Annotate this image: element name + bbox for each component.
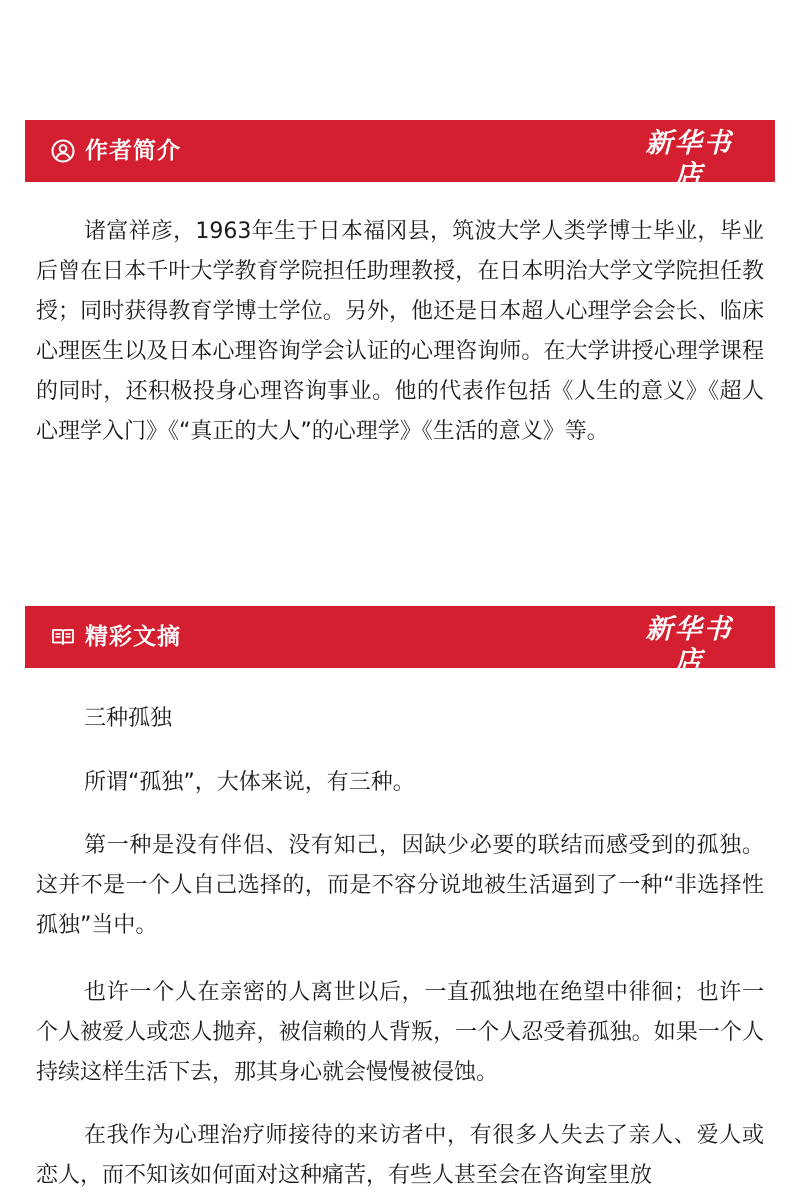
author-section-header <box>25 120 775 201</box>
author-section-title: 作者简介 <box>85 138 181 164</box>
excerpt-paragraph: 所谓“孤独”，大体来说，有三种。 <box>84 770 415 795</box>
brand-script-text: 新华书店 <box>645 614 733 677</box>
open-book-icon <box>51 625 75 649</box>
brand-english-text: XINHUA BOOKSTORE <box>644 193 734 201</box>
brand-script-text: 新华书店 <box>645 128 733 191</box>
excerpt-paragraph: 在我作为心理治疗师接待的来访者中，有很多人失去了亲人、爱人或恋人，而不知该如何面对这种痛苦，有些人甚至会在咨询室里放 <box>36 1123 764 1188</box>
excerpt-paragraph: 也许一个人在亲密的人离世以后，一直孤独地在绝望中徘徊；也许一个人被爱人或恋人抛弃，被信赖的人背叛，一个人忍受着孤独。如果一个人持续这样生活下去，那其身心就会慢慢被侵蚀。 <box>36 980 764 1085</box>
excerpt-paragraph: 第一种是没有伴侣、没有知己，因缺少必要的联结而感受到的孤独。这并不是一个人自己选择的，而是不容分说地被生活逼到了一种“非选择性孤独”当中。 <box>36 833 764 938</box>
user-circle-icon <box>51 139 75 163</box>
xinhua-bookstore-logo <box>633 128 745 201</box>
author-bio-paragraph: 诸富祥彦，1963年生于日本福冈县，筑波大学人类学博士毕业，毕业后曾在日本千叶大学教育学院担任助理教授，在日本明治大学文学院担任教授；同时获得教育学博士学位。另外，他还是日本超人心理学会会长、临床心理医生以及日本心理咨询学会认证的心理咨询师。在大学讲授心理学课程的同时，还积极投身心理咨询事业。他的代表作包括《人生的意义》《超人心理学入门》《“真正的大人”的心理学》《生活的意义》等。 <box>36 219 764 444</box>
brand-english-text: XINHUA BOOKSTORE <box>644 679 734 687</box>
excerpt-heading: 三种孤独 <box>84 706 173 731</box>
excerpt-section-title: 精彩文摘 <box>85 624 181 650</box>
excerpt-section-header <box>25 606 775 687</box>
xinhua-bookstore-logo <box>633 614 745 687</box>
